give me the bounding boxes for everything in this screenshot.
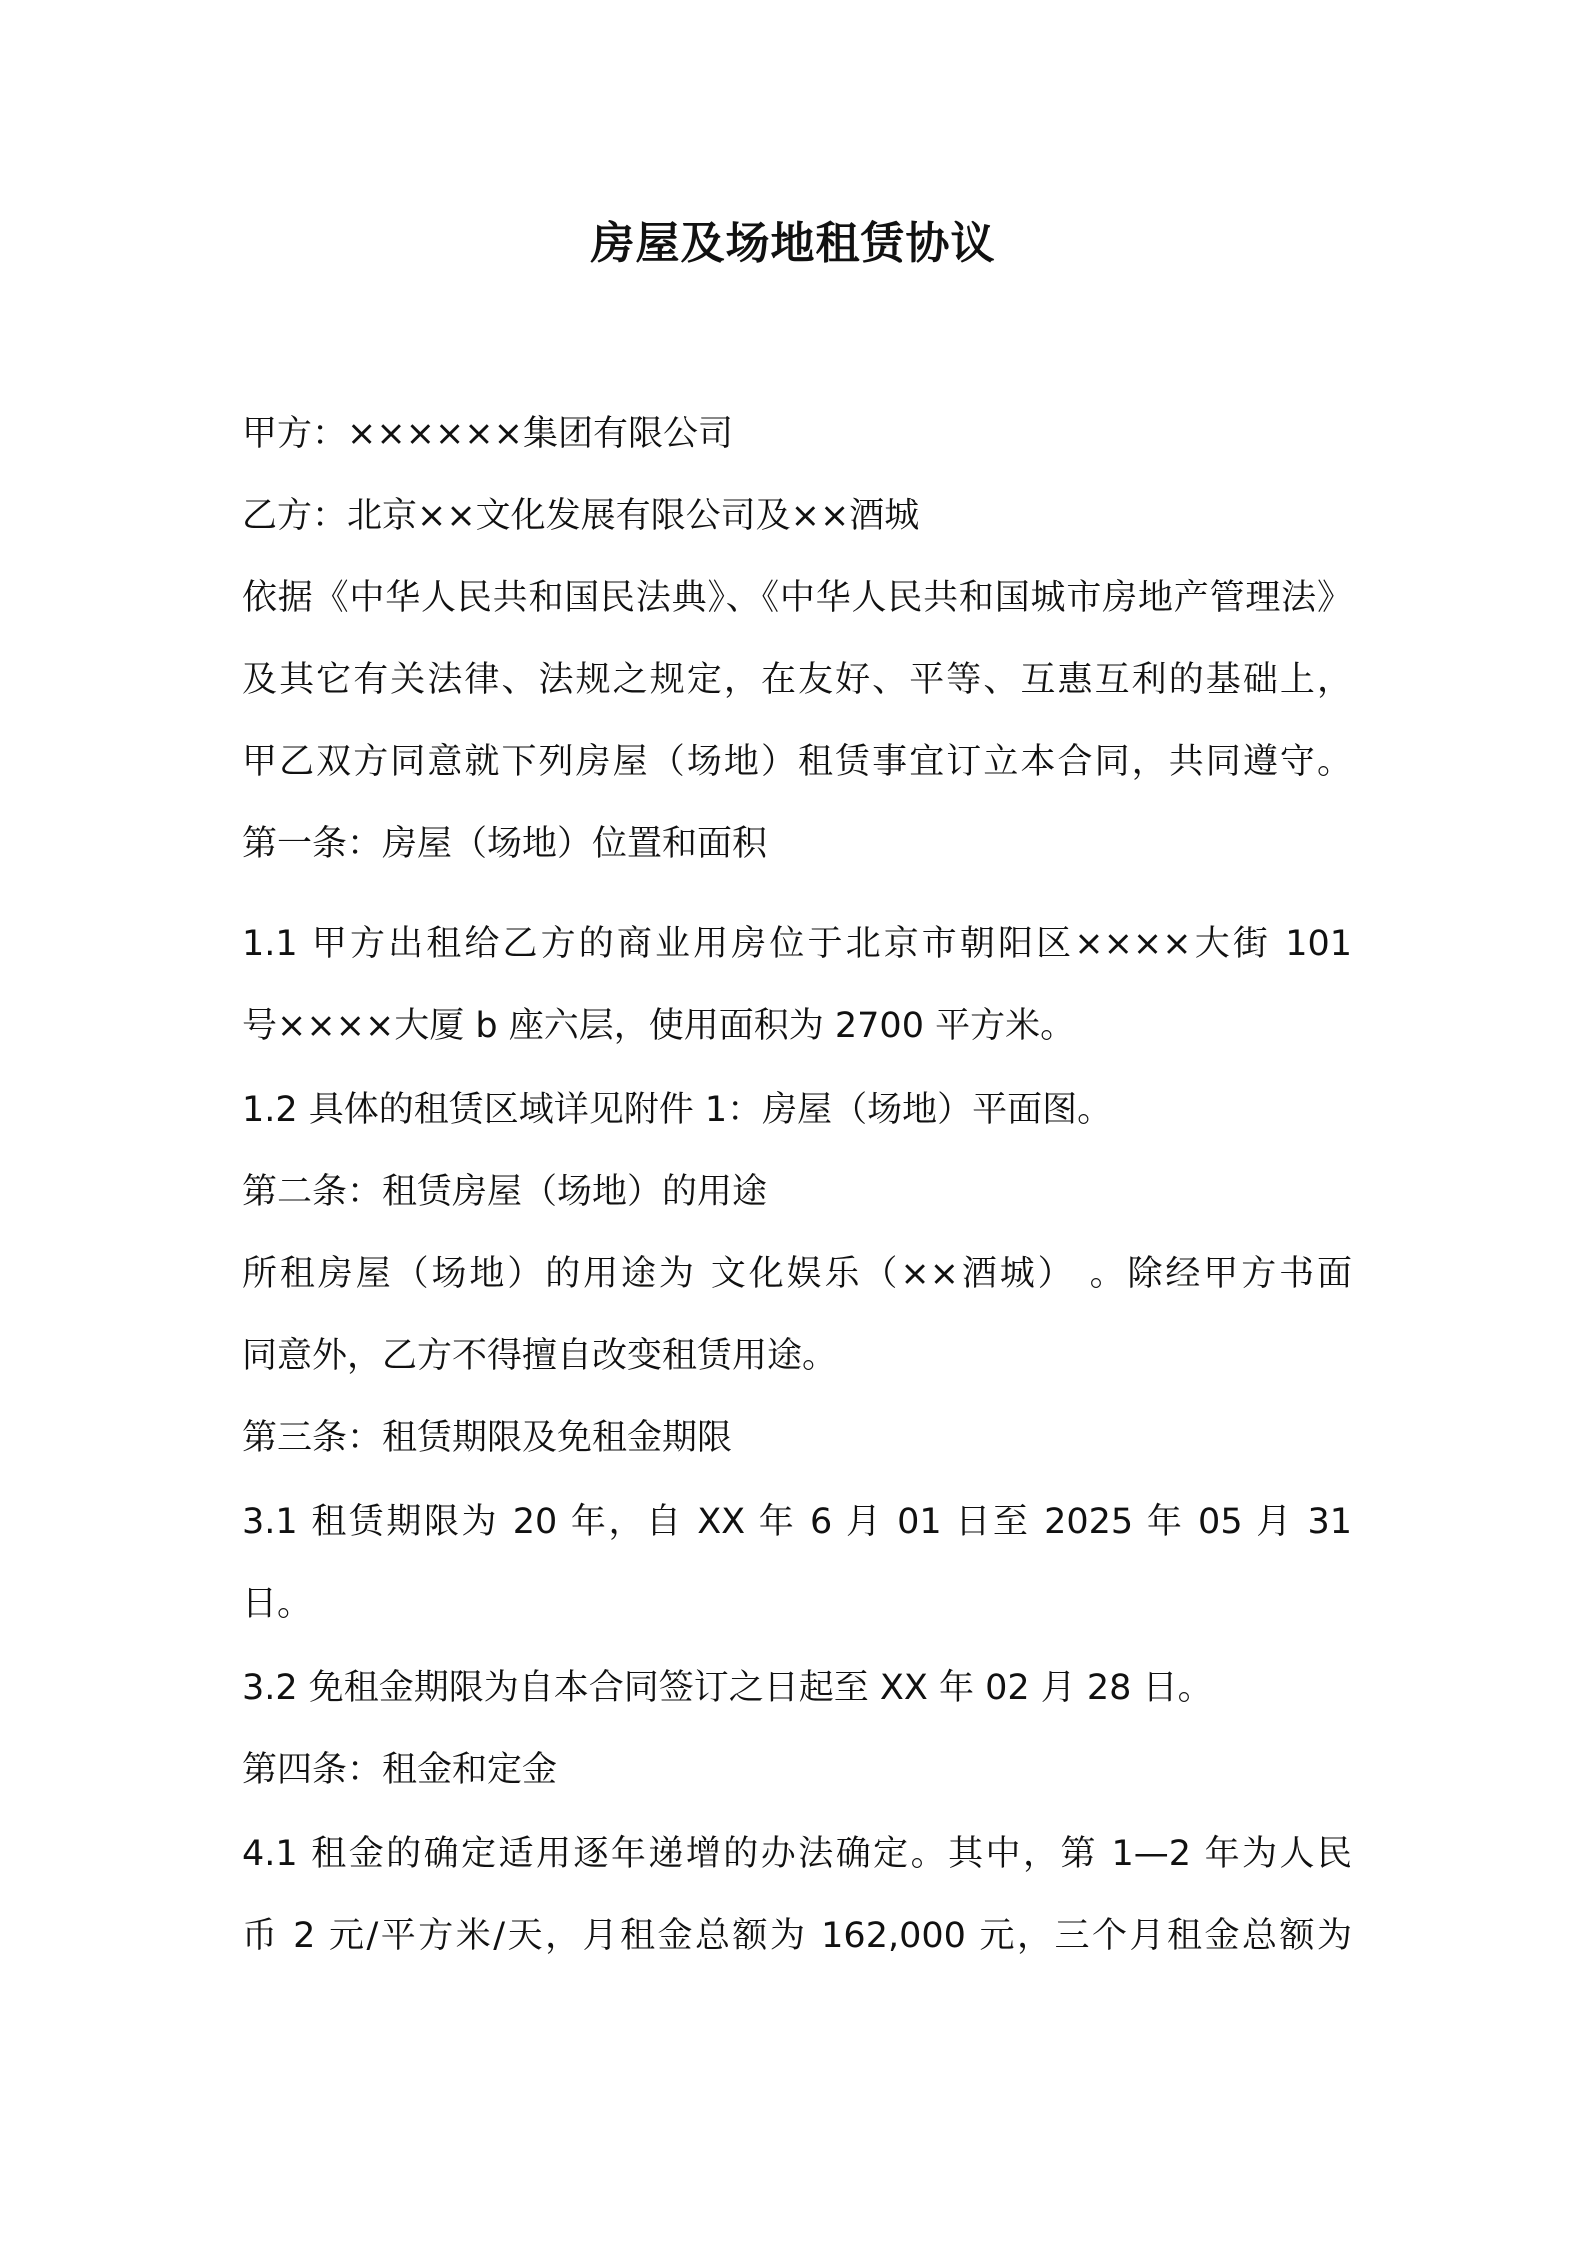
article-2-line-1: 所租房屋（场地）的用途为 文化娱乐（××酒城） 。除经甲方书面 — [242, 1254, 1352, 1294]
clause-3-1-line-1: 3.1 租赁期限为 20 年，自 XX 年 6 月 01 日至 2025 年 05 月 31 — [242, 1502, 1352, 1542]
party-b-line: 乙方：北京××文化发展有限公司及××酒城 — [242, 496, 920, 536]
article-2-heading: 第二条：租赁房屋（场地）的用途 — [242, 1172, 768, 1212]
clause-1-2-line: 1.2 具体的租赁区域详见附件 1：房屋（场地）平面图。 — [242, 1090, 1113, 1130]
clause-3-2-line: 3.2 免租金期限为自本合同签订之日起至 XX 年 02 月 28 日。 — [242, 1668, 1213, 1708]
party-a-line: 甲方：××××××集团有限公司 — [242, 414, 733, 454]
clause-1-1-line-2: 号××××大厦 b 座六层，使用面积为 2700 平方米。 — [242, 1006, 1076, 1046]
document-title: 房屋及场地租赁协议 — [590, 218, 996, 269]
article-2-line-2: 同意外，乙方不得擅自改变租赁用途。 — [242, 1336, 838, 1376]
article-1-heading: 第一条：房屋（场地）位置和面积 — [242, 824, 768, 864]
preamble-line-3: 甲乙双方同意就下列房屋（场地）租赁事宜订立本合同，共同遵守。 — [242, 742, 1352, 782]
clause-3-1-line-2: 日。 — [242, 1584, 313, 1624]
article-4-heading: 第四条：租金和定金 — [242, 1750, 558, 1790]
clause-1-1-line-1: 1.1 甲方出租给乙方的商业用房位于北京市朝阳区××××大街 101 — [242, 924, 1352, 964]
clause-4-1-line-1: 4.1 租金的确定适用逐年递增的办法确定。其中，第 1—2 年为人民 — [242, 1834, 1352, 1874]
preamble-line-2: 及其它有关法律、法规之规定，在友好、平等、互惠互利的基础上， — [242, 660, 1352, 700]
article-3-heading: 第三条：租赁期限及免租金期限 — [242, 1418, 733, 1458]
preamble-line-1: 依据《中华人民共和国民法典》、《中华人民共和国城市房地产管理法》 — [242, 578, 1352, 618]
clause-4-1-line-2: 币 2 元/平方米/天，月租金总额为 162,000 元，三个月租金总额为 — [242, 1916, 1352, 1956]
